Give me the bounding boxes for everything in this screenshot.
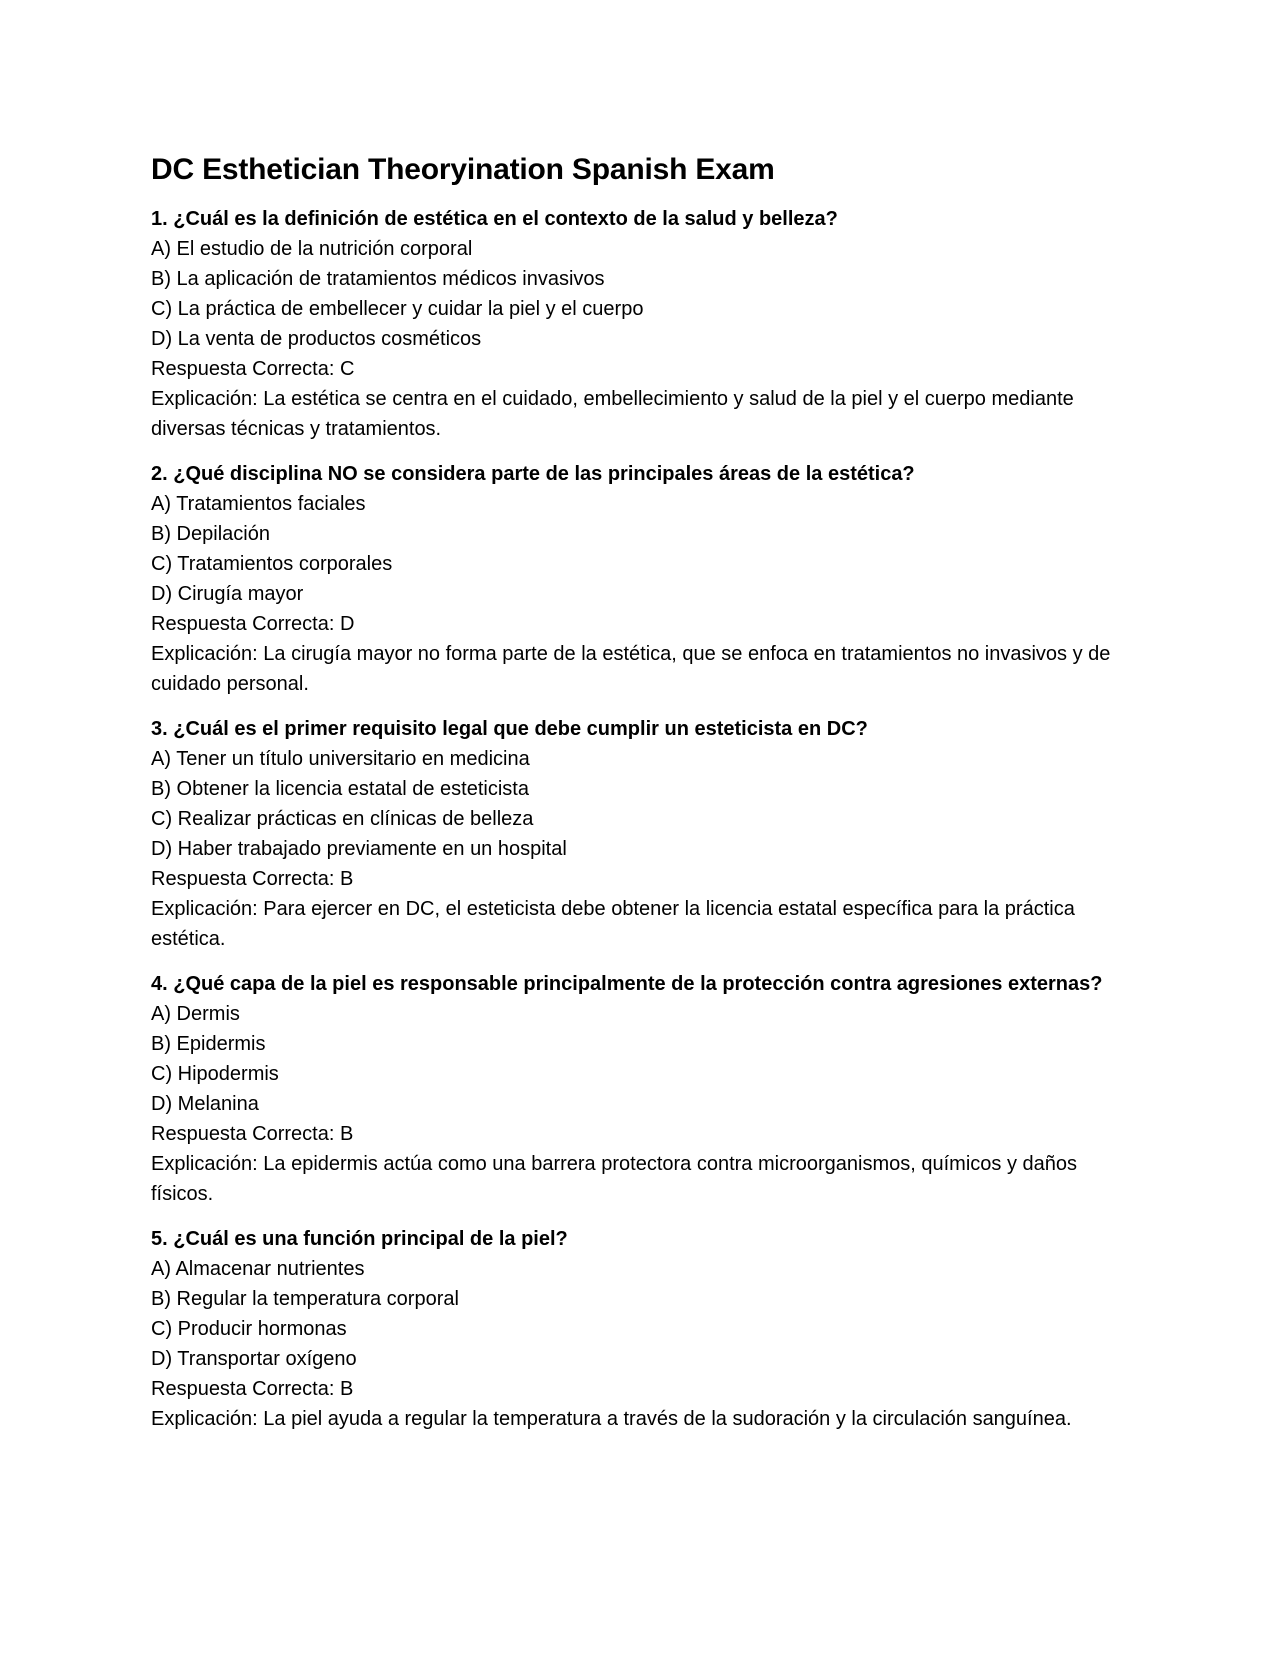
correct-answer: Respuesta Correcta: B (151, 1123, 354, 1145)
question-text: 1. ¿Cuál es la definición de estética en el contexto de la salud y belleza? (151, 208, 838, 230)
correct-answer: Respuesta Correcta: B (151, 868, 354, 890)
option-a: A) Dermis (151, 1003, 240, 1025)
option-d: D) Cirugía mayor (151, 583, 304, 605)
option-b: B) Obtener la licencia estatal de esteticista (151, 778, 529, 800)
question-text: 3. ¿Cuál es el primer requisito legal que debe cumplir un esteticista en DC? (151, 718, 868, 740)
option-c: C) Hipodermis (151, 1063, 279, 1085)
option-a: A) Tratamientos faciales (151, 493, 366, 515)
option-b: B) Regular la temperatura corporal (151, 1288, 459, 1310)
option-list (151, 1254, 1141, 1374)
option-b: B) La aplicación de tratamientos médicos invasivos (151, 268, 605, 290)
correct-answer: Respuesta Correcta: B (151, 1378, 354, 1400)
explanation: Explicación: La estética se centra en el cuidado, embellecimiento y salud de la piel y el cuerpo mediante diversas técnicas y tratamientos. (151, 388, 1074, 440)
question-4 (151, 969, 1141, 1209)
page-title: DC Esthetician Theoryination Spanish Exam (151, 153, 775, 186)
option-d: D) Transportar oxígeno (151, 1348, 357, 1370)
option-c: C) La práctica de embellecer y cuidar la piel y el cuerpo (151, 298, 644, 320)
question-1 (151, 204, 1141, 444)
option-b: B) Epidermis (151, 1033, 266, 1055)
document-page (151, 150, 1141, 1449)
correct-answer: Respuesta Correcta: D (151, 613, 355, 635)
question-3 (151, 714, 1141, 954)
option-c: C) Tratamientos corporales (151, 553, 393, 575)
correct-answer: Respuesta Correcta: C (151, 358, 355, 380)
option-d: D) Melanina (151, 1093, 259, 1115)
option-d: D) Haber trabajado previamente en un hospital (151, 838, 567, 860)
option-list (151, 489, 1141, 609)
option-list (151, 744, 1141, 864)
option-b: B) Depilación (151, 523, 270, 545)
explanation: Explicación: La cirugía mayor no forma parte de la estética, que se enfoca en tratamientos no invasivos y de cuidado personal. (151, 643, 1111, 695)
option-a: A) Tener un título universitario en medicina (151, 748, 530, 770)
question-text: 2. ¿Qué disciplina NO se considera parte de las principales áreas de la estética? (151, 463, 915, 485)
explanation: Explicación: La piel ayuda a regular la temperatura a través de la sudoración y la circulación sanguínea. (151, 1408, 1072, 1430)
option-c: C) Producir hormonas (151, 1318, 347, 1340)
question-5 (151, 1224, 1141, 1434)
question-2 (151, 459, 1141, 699)
explanation: Explicación: Para ejercer en DC, el esteticista debe obtener la licencia estatal específica para la práctica estética. (151, 898, 1075, 950)
explanation: Explicación: La epidermis actúa como una barrera protectora contra microorganismos, químicos y daños físicos. (151, 1153, 1077, 1205)
option-c: C) Realizar prácticas en clínicas de belleza (151, 808, 534, 830)
question-text: 4. ¿Qué capa de la piel es responsable principalmente de la protección contra agresiones externas? (151, 973, 1103, 995)
option-list (151, 999, 1141, 1119)
option-a: A) El estudio de la nutrición corporal (151, 238, 473, 260)
option-a: A) Almacenar nutrientes (151, 1258, 365, 1280)
option-list (151, 234, 1141, 354)
option-d: D) La venta de productos cosméticos (151, 328, 482, 350)
question-text: 5. ¿Cuál es una función principal de la piel? (151, 1228, 568, 1250)
